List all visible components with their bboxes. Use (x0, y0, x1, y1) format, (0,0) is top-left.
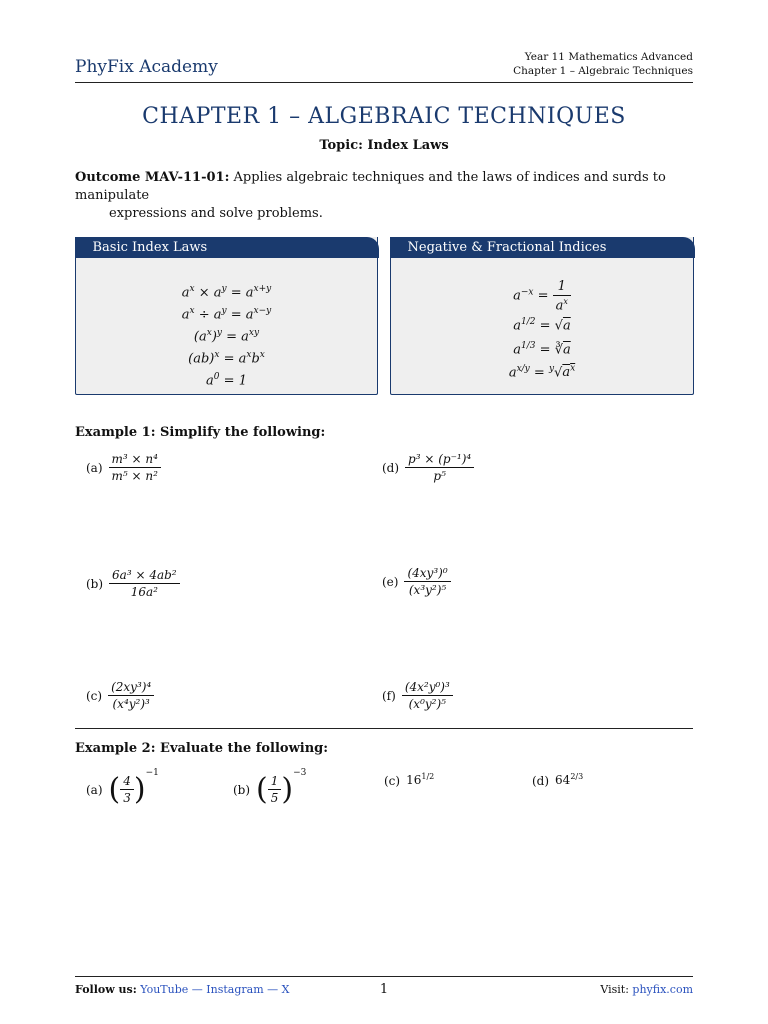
law-quotient: $a^x \div a^y = a^{x-y}$ (181, 306, 272, 323)
law-zero-index: $a^0 = 1$ (206, 372, 247, 389)
visit-label: Visit: (600, 983, 629, 996)
topic-subtitle: Topic: Index Laws (319, 138, 449, 153)
header-course-info (513, 50, 693, 78)
example1-item-a: (a) $\frac{\text{m³ × n⁴}}{\text{m⁵ × n²}}$ (86, 452, 161, 483)
negative-fractional-heading: Negative & Fractional Indices (390, 237, 695, 258)
footer-rule (75, 976, 693, 977)
law-fractional-index: $a^{x/y} = ^y√a^x$ (508, 364, 576, 381)
follow-label: Follow us: (75, 983, 137, 996)
separator: — (191, 983, 203, 996)
brand-name: PhyFix Academy (75, 57, 218, 77)
law-square-root: $a^{1/2} = √a$ (513, 317, 571, 334)
outcome-statement (75, 169, 693, 223)
example2-item-c: (c) $16^{1/2}$ (384, 772, 435, 788)
example2-item-b: (b) ( $\frac{1}{5}$ )$^{-3}$ (233, 768, 307, 807)
separator: — (267, 983, 279, 996)
outcome-code: Outcome MAV-11-01: (75, 170, 230, 185)
negative-fractional-indices-box (390, 237, 694, 395)
header-rule (75, 82, 693, 83)
basic-index-laws-heading: Basic Index Laws (75, 237, 379, 258)
x-link[interactable]: X (281, 983, 290, 996)
law-product: $a^x \times a^y = a^{x+y}$ (181, 284, 272, 301)
website-link[interactable]: phyfix.com (632, 983, 693, 996)
law-cube-root: $a^{1/3}$ = $∛\overline{a}$ (513, 341, 571, 358)
youtube-link[interactable]: YouTube (140, 983, 189, 996)
example1-item-f: (f) $\frac{\text{(4x²y⁰)³}}{\text{(x⁰y²)⁵}}$ (382, 680, 453, 711)
basic-index-laws-body (76, 265, 377, 394)
law-power-of-power: $(a^x)^y = a^{xy}$ (193, 328, 260, 345)
page-title: CHAPTER 1 – ALGEBRAIC TECHNIQUES (142, 104, 626, 129)
example1-item-d: (d) $\frac{\text{p³ × (p⁻¹)⁴}}{\text{p⁵}}$ (382, 452, 474, 483)
example2-item-d: (d) $64^{2/3}$ (532, 772, 584, 788)
footer-visit (600, 983, 693, 996)
example2-heading: Example 2: Evaluate the following: (75, 741, 329, 756)
example1-item-c: (c) $\frac{\text{(2xy³)⁴}}{\text{(x⁴y²)³}}$ (86, 680, 154, 711)
example1-item-b: (b) $\frac{\text{6a³ × 4ab²}}{\text{16a²}}$ (86, 568, 180, 599)
outcome-text-line1: Applies algebraic techniques and the laws of indices and surds to manipulate (75, 170, 666, 203)
section-divider (75, 728, 693, 729)
outcome-text-line2: expressions and solve problems. (109, 206, 323, 221)
page-number: 1 (379, 982, 389, 997)
negative-fractional-body (391, 265, 693, 394)
chapter-reference: Chapter 1 – Algebraic Techniques (513, 65, 693, 77)
instagram-link[interactable]: Instagram (206, 983, 264, 996)
course-name: Year 11 Mathematics Advanced (524, 51, 693, 63)
law-power-of-product: $(ab)^x = a^xb^x$ (188, 350, 265, 367)
example1-item-e: (e) $\frac{\text{(4xy³)⁰}}{\text{(x³y²)⁵}}$ (382, 566, 451, 597)
basic-index-laws-box (75, 237, 378, 395)
example1-heading: Example 1: Simplify the following: (75, 425, 326, 440)
example2-item-a: (a) ( $\frac{4}{3}$ )$^{-1}$ (86, 768, 159, 807)
law-negative-index: $a^{-x}$ = $\frac{1}{a^x}$ (391, 279, 693, 313)
